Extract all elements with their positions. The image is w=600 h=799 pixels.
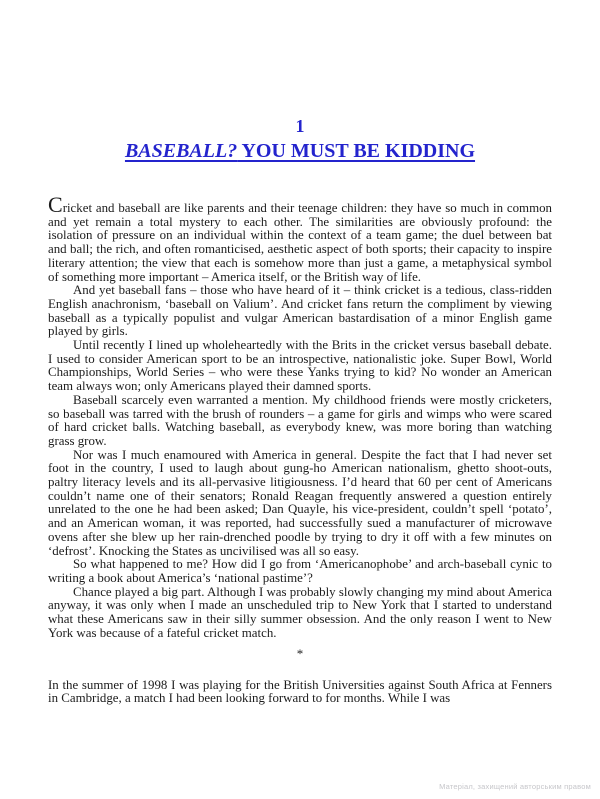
- body-text-block: [48, 192, 552, 706]
- chapter-title-text: [125, 140, 475, 162]
- paragraph-opening-text: ricket and baseball are like parents and their teenage children: they have so much in common and yet remain a total mystery to each other. The similarities are obviously profound: the isolation of pressure on an individual within the context of a team game; the duel between bat and ball; the rich, and often romanticised, aesthetic aspect of both sports; their capacity to inspire literary attention; the view that each is somehow more than just a game, a metaphysical symbol of something more important – America itself, or the British way of life.: [48, 201, 552, 284]
- asterisk-section-break: *: [296, 645, 304, 661]
- paragraph-opening: [48, 192, 552, 284]
- drop-cap-initial: C: [48, 192, 63, 217]
- paragraph: Until recently I lined up wholeheartedly with the Brits in the cricket versus baseball debate. I used to consider American sport to be an introspective, nationalistic joke. Super Bowl, World Championships, World Series – who were these Yanks trying to kid? No wonder an American team always won; only Americans played their damned sports.: [48, 338, 552, 394]
- paragraph: So what happened to me? How did I go from ‘Americanophobe’ and arch-baseball cynic to writing a book about America’s ‘national pastime’?: [48, 557, 552, 585]
- paragraph: And yet baseball fans – those who have heard of it – think cricket is a tedious, class-ridden English anachronism, ‘baseball on Valium’. And cricket fans return the compliment by viewing baseball as a typically populist and vulgar American bastardisation of a minor English game played by girls.: [48, 283, 552, 339]
- paragraph: Nor was I much enamoured with America in general. Despite the fact that I had never set foot in the country, I used to laugh about gung-ho American nationalism, ghetto shoot-outs, paltry literacy levels and its all-pervasive litigiousness. I’d heard that 60 per cent of Americans couldn’t name one of their senators; Ronald Reagan frequently answered a question entirely unrelated to the one he had been asked; Dan Quayle, his vice-president, couldn’t spell ‘potato’, and an American woman, it was reported, had successfully sued a manufacturer of microwave ovens after she blew up her rain-drenched poodle by trying to dry it off with a few minutes on ‘defrost’. Knocking the States as uncivilised was all so easy.: [48, 447, 552, 558]
- chapter-title-rest-part: YOU MUST BE KIDDING: [237, 140, 476, 162]
- paragraph-section-opening: In the summer of 1998 I was playing for the British Universities against South Africa at Fenners in Cambridge, a match I had been looking forward to for months. While I was: [48, 677, 552, 706]
- chapter-title: [0, 140, 600, 163]
- chapter-title-italic-part: BASEBALL?: [124, 140, 238, 162]
- copyright-watermark: Матеріал, захищений авторським правом: [439, 782, 591, 791]
- paragraph: Chance played a big part. Although I was probably slowly changing my mind about America anyway, it was only when I made an unscheduled trip to New York that I started to understand what these Americans saw in their silly summer obsession. And the only reason I went to New York was because of a fateful cricket match.: [48, 584, 552, 640]
- chapter-number: 1: [295, 116, 305, 136]
- paragraph: Baseball scarcely even warranted a mention. My childhood friends were mostly cricketers, so baseball was tarred with the brush of rounders – a game for girls and wimps who were scared of hard cricket balls. Watching baseball, as everybody knew, was more boring than watching grass grow.: [48, 392, 552, 448]
